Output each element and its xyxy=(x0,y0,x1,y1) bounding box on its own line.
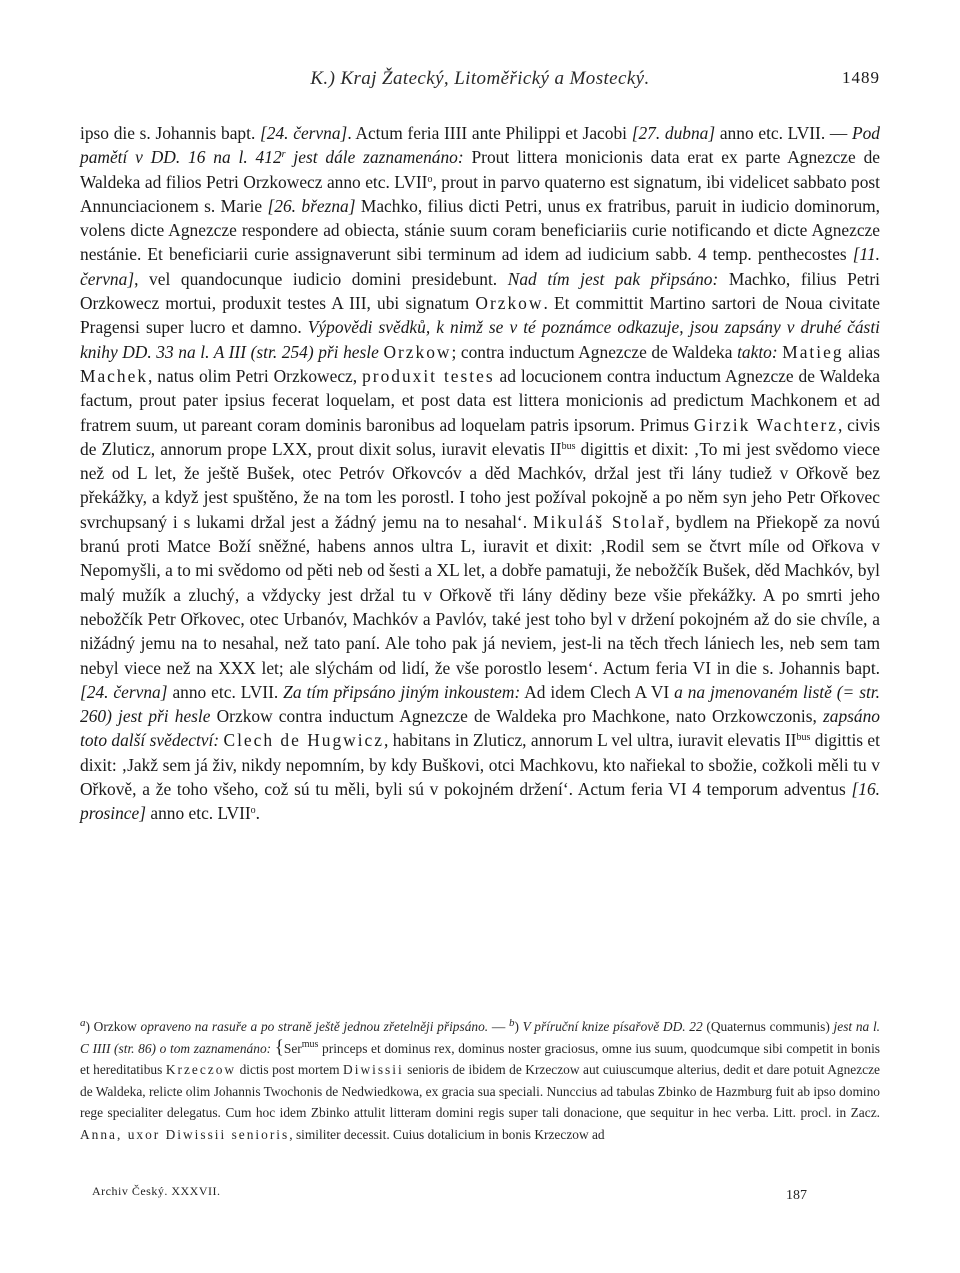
publication-footer: Archiv Český. XXXVII. xyxy=(92,1184,221,1198)
body-paragraph: ipso die s. Johannis bapt. [24. června]. Actum feria IIII ante Philippi et Jacobi [27. dubna] anno etc. LVII. — Pod pamětí v DD. 16 na l. 412$^r$ jest dále zaznamenáno: Prout littera monicionis data erat ex parte Agnezcze de Waldeka ad filios Petri Orzkowecz anno etc. LVII$^o$, prout in parvo quaterno est signatum, ibi videlicet sabbato post Annunciacionem s. Marie [26. března] Machko, filius dicti Petri, unus ex fratribus, paruit in iudicio dominorum, volens dicte Agnezcze respondere ad obiecta, stánie suum coram beneficiariis curie notificando et dicte Agnezcze nestánie. Et beneficiarii curie assignaverunt sibi terminum ad idem ad iudicium sabb. 4 temp. penthecostes [11. června], vel quandocunque iudicio domini presidebunt. Nad tím jest pak připsáno: Machko, filius Petri Orzkowecz mortui, produxit testes A III, ubi signatum Orzkow. Et committit Martino sartori de Noua civitate Pragensi super lucro et damno. Výpovědi svědků, k nimž se v té poznámce odkazuje, jsou zapsány v druhé části knihy DD. 33 na l. A III (str. 254) při hesle Orzkow; contra inductum Agnezcze de Waldeka takto: Matieg alias Machek, natus olim Petri Orzkowecz, produxit testes ad locucionem contra inductum Agnezcze de Waldeka factum, prout pater ipsius fecerat loquelam, et post data est littera monicionis ad predictum Machkonem et ad fratrem suum, ut pareant coram dominis baronibus ad loquelam patris ipsorum. Primus Girzik Wachterz, civis de Zluticz, annorum prope LXX, prout dixit solus, iuravit elevatis $II^{bus}$ digittis et dixit: ‚To mi jest svědomo viece než od L let, že ještě Bušek, otec Petróv Ořkovcóv a děd Machkóv, držal jest tři lány tudiež v Ořkově bez překážky, a když jest spuštěno, že na tom les porostl. I toho jest požíval pokojně a po něm syn jeho Petr Ořkovec svrchupsaný i s lukami držal jest a žádný jemu na to nesahal‘. Mikuláš Stolař, bydlem na Přiekopě za novú branú proti Matce Boží sněžné, habens annos ultra L, iuravit et dixit: ‚Rodil sem se čtvrt míle od Ořkova v Nepomyšli, a to mi svědomo od pěti neb od šesti a XL let, a dobře pamatuji, že nebožčík Bušek, děd Machkóv, byl malý mužík a zluchý, a vždycky jest držal tu v Ořkově tři lány dědiny beze všie překážky. A po smrti jeho nebožčík Petr Ořkovec, otec Urbanóv, Machkóv a Pavlóv, také jest toho byl v držení pokojném až do sie chvíle, a nižádný jemu na to nesahal, než tato paní. Ale toho pak já neviem, jest-li na těch třech lániech les, neb sem tam nebyl viece než na XXX let; ale slýchám od lidí, že vše porostlo lesem‘. Actum feria VI in die s. Johannis bapt. [24. června] anno etc. LVII. Za tím připsáno jiným inkoustem: Ad idem Clech A VI a na jmenovaném listě (= str. 260) jest při hesle Orzkow contra inductum Agnezcze de Waldeka pro Machkone, nato Orzkowczonis, zapsáno toto další svědectví: Clech de Hugwicz, habitans in Zluticz, annorum L vel ultra, iuravit elevatis $II^{bus}$ digittis et dixit: ‚Jakž sem já živ, nikdy nepomním, by kdy Buškovi, otci Machkovu, kto nařiekal to sbožie, cožkoli měli tu v Ořkově, a že toho všeho, což sú tu měli, byli sú v pokojném držení‘. Actum feria VI 4 temporum adventus [16. prosince] anno etc. LVII$^o$. xyxy=(80,123,881,824)
signature-mark: 187 xyxy=(786,1188,807,1203)
running-title: K.) Kraj Žatecký, Litoměřický a Mostecký. xyxy=(310,68,650,89)
main-text xyxy=(80,121,880,826)
footnote-text: $^a$) Orzkow opraveno na rasuře a po straně ještě jednou zřetelněji připsáno. — $^b$) V příruční knize písařově DD. 22 (Quaternus communis) jest na l. C IIII (str. 86) o tom zaznamenáno: {Ser$^{mus}$ princeps et dominus rex, dominus noster graciosus, omne ius suum, quodcumque sibi competit in bonis et hereditatibus Krzeczow dictis post mortem Diwissii senioris de ibidem de Krzeczow aut cuiuscumque alterius, dedit et dare potuit Agnezcze de Waldeka, relicte olim Johannis Twochonis de Nedwiedkowa, ex gracia sua speciali. Nunccius ad tabulas Zbinko de Hazmburg fuit ab ipso domino rege specialiter delegatus. Cum hoc idem Zbinko attulit litteram domini regis super tali donacione, que sequitur in hec verba. Litt. procl. in Zacz. Anna, uxor Diwissii senioris, similiter decessit. Cuius dotalicium in bonis Krzeczow ad xyxy=(80,1017,881,1142)
page-number: 1489 xyxy=(842,68,880,87)
running-head xyxy=(80,68,880,94)
footnotes xyxy=(80,1016,880,1146)
